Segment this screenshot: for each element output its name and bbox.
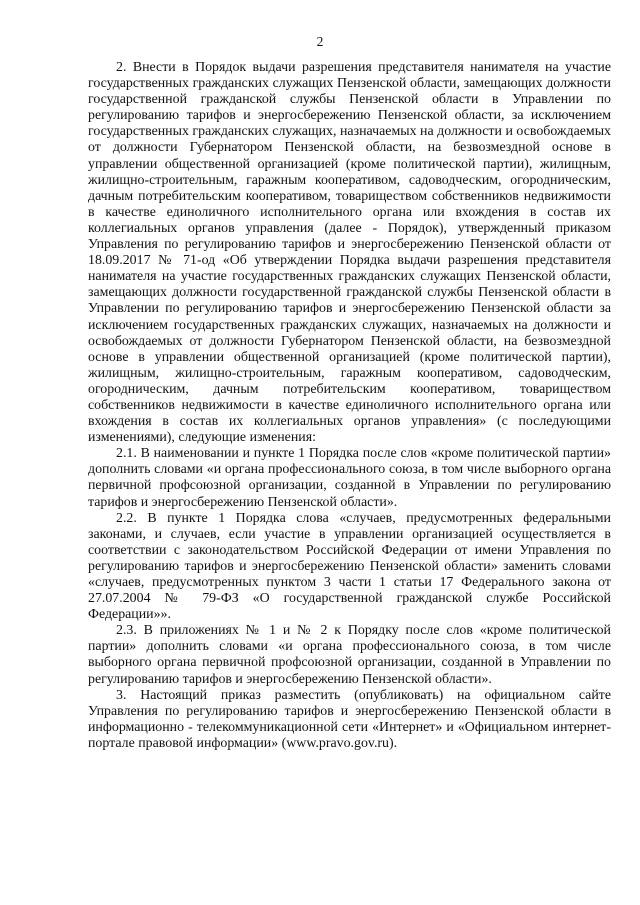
paragraph-item-2: 2. Внести в Порядок выдачи разрешения представителя нанимателя на участие государственных гражданских служащих Пензенской области, замещающих должности государственной гражданской службы Пензенской области в Управлении по регулированию тарифов и энергосбережению Пензенской области, за исключением государственных гражданских служащих, назначаемых на должности и освобождаемых от должности Губернатором Пензенской области, на безвозмездной основе в управлении общественной организацией (кроме политической партии), жилищным, жилищно-строительным, гаражным кооперативом, садоводческим, огородническим, дачным потребительским кооперативом, товариществом собственников недвижимости в качестве единоличного исполнительного органа или вхождения в состав их коллегиальных органов управления (далее - Порядок), утвержденный приказом Управления по регулированию тарифов и энергосбережению Пензенской области от 18.09.2017 № 71-од «Об утверждении Порядка выдачи разрешения представителя нанимателя на участие государственных гражданских служащих Пензенской области, замещающих должности государственной гражданской службы Пензенской области в Управлении по регулированию тарифов и энергосбережению Пензенской области за исключением государственных гражданских служащих, назначаемых на должности и освобождаемых от должности Губернатором Пензенской области, на безвозмездной основе в управлении общественной организацией (кроме политической партии), жилищным, жилищно-строительным, гаражным кооперативом, садоводческим, огородническим, дачным потребительским кооперативом, товариществом собственников недвижимости в качестве единоличного исполнительного органа или вхождения в состав их коллегиальных органов управления» (с последующими изменениями), следующие изменения: bbox=[88, 60, 611, 446]
document-body bbox=[88, 60, 611, 752]
paragraph-item-3: 3. Настоящий приказ разместить (опубликовать) на официальном сайте Управления по регулированию тарифов и энергосбережению Пензенской области в информационно - телекоммуникационной сети «Интернет» и «Официальном интернет-портале правовой информации» (www.pravo.gov.ru). bbox=[88, 687, 611, 751]
paragraph-item-2-1: 2.1. В наименовании и пункте 1 Порядка после слов «кроме политической партии» дополнить словами «и органа профессионального союза, в том числе выборного органа первичной профсоюзной организации, созданной в Управлении по регулированию тарифов и энергосбережению Пензенской области». bbox=[88, 446, 611, 510]
page-number: 2 bbox=[316, 34, 324, 49]
paragraph-item-2-2: 2.2. В пункте 1 Порядка слова «случаев, предусмотренных федеральными законами, и случаев, если участие в управлении организацией осуществляется в соответствии с законодательством Российской Федерации от имени Управления по регулированию тарифов и энергосбережению Пензенской области» заменить словами «случаев, предусмотренных пунктом 3 части 1 статьи 17 Федерального закона от 27.07.2004 № 79-ФЗ «О государственной гражданской службе Российской Федерации»». bbox=[88, 510, 611, 623]
paragraph-item-2-3: 2.3. В приложениях № 1 и № 2 к Порядку после слов «кроме политической партии» дополнить словами «и органа профессионального союза, в том числе выборного органа первичной профсоюзной организации, созданной в Управлении по регулированию тарифов и энергосбережению Пензенской области». bbox=[88, 623, 611, 687]
